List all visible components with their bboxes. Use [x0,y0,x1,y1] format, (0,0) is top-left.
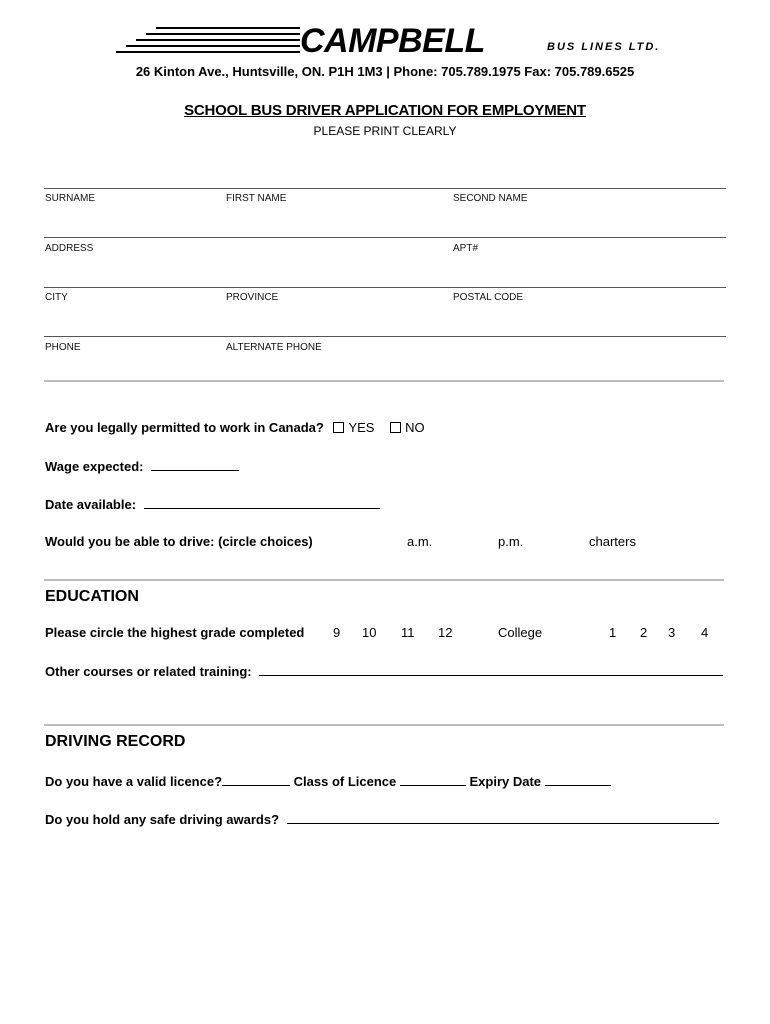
surname-label: SURNAME [45,193,96,204]
licence-question-row [45,773,611,789]
field-row-divider [44,336,726,337]
wage-input[interactable] [151,458,239,471]
section-separator [44,579,724,581]
section-separator [44,724,724,726]
safe-awards-input[interactable] [287,811,719,824]
yes-label: YES [348,420,375,435]
date-available-label: Date available: [45,497,137,512]
safe-awards-label: Do you hold any safe driving awards? [45,812,280,827]
field-row-divider [44,188,726,189]
date-available-question [45,496,380,512]
education-heading: EDUCATION [45,588,139,605]
drive-option-pm[interactable]: p.m. [498,534,524,549]
college-year-3[interactable]: 3 [668,625,676,640]
company-logo: CAMPBELL [300,22,485,60]
safe-awards-question [45,811,719,827]
work-permit-question [45,420,425,435]
class-of-licence-input[interactable] [400,773,466,786]
other-courses-input[interactable] [259,663,723,676]
class-of-licence-label: Class of Licence [293,774,397,789]
yes-checkbox[interactable] [333,422,344,433]
apt-label: APT# [453,243,479,254]
grade-option-12[interactable]: 12 [438,625,453,640]
valid-licence-label: Do you have a valid licence? [45,774,223,789]
grade-option-9[interactable]: 9 [333,625,341,640]
other-courses-label: Other courses or related training: [45,664,252,679]
expiry-date-label: Expiry Date [469,774,542,789]
wage-question [45,458,239,474]
drive-option-am[interactable]: a.m. [407,534,433,549]
address-label: ADDRESS [45,243,94,254]
field-row-divider [44,237,726,238]
college-year-1[interactable]: 1 [609,625,617,640]
other-courses-question [45,663,723,679]
highest-grade-label: Please circle the highest grade completed [45,625,305,640]
first-name-label: FIRST NAME [226,193,287,204]
city-label: CITY [45,292,68,303]
grade-option-10[interactable]: 10 [362,625,377,640]
logo-speed-lines [116,26,300,54]
college-year-4[interactable]: 4 [701,625,709,640]
college-year-2[interactable]: 2 [640,625,648,640]
form-subtitle: PLEASE PRINT CLEARLY [313,124,457,138]
valid-licence-input[interactable] [222,773,290,786]
company-logo-subtitle: BUS LINES LTD. [547,41,661,53]
drive-option-charters[interactable]: charters [589,534,636,549]
college-option[interactable]: College [498,625,543,640]
postal-code-label: POSTAL CODE [453,292,524,303]
work-permit-label: Are you legally permitted to work in Canada? [45,420,324,435]
form-title: SCHOOL BUS DRIVER APPLICATION FOR EMPLOYMENT [184,102,586,119]
field-row-divider [44,287,726,288]
driving-record-heading: DRIVING RECORD [45,733,186,750]
grade-option-11[interactable]: 11 [401,625,415,640]
wage-label: Wage expected: [45,459,144,474]
phone-label: PHONE [45,342,81,353]
no-checkbox[interactable] [390,422,401,433]
drive-question-label: Would you be able to drive: (circle choices) [45,534,313,549]
alternate-phone-label: ALTERNATE PHONE [226,342,322,353]
company-contact-info: 26 Kinton Ave., Huntsville, ON. P1H 1M3 | Phone: 705.789.1975 Fax: 705.789.6525 [135,64,635,79]
date-available-input[interactable] [144,496,380,509]
expiry-date-input[interactable] [545,773,611,786]
no-label: NO [405,420,425,435]
section-separator [44,380,724,382]
province-label: PROVINCE [226,292,279,303]
second-name-label: SECOND NAME [453,193,528,204]
